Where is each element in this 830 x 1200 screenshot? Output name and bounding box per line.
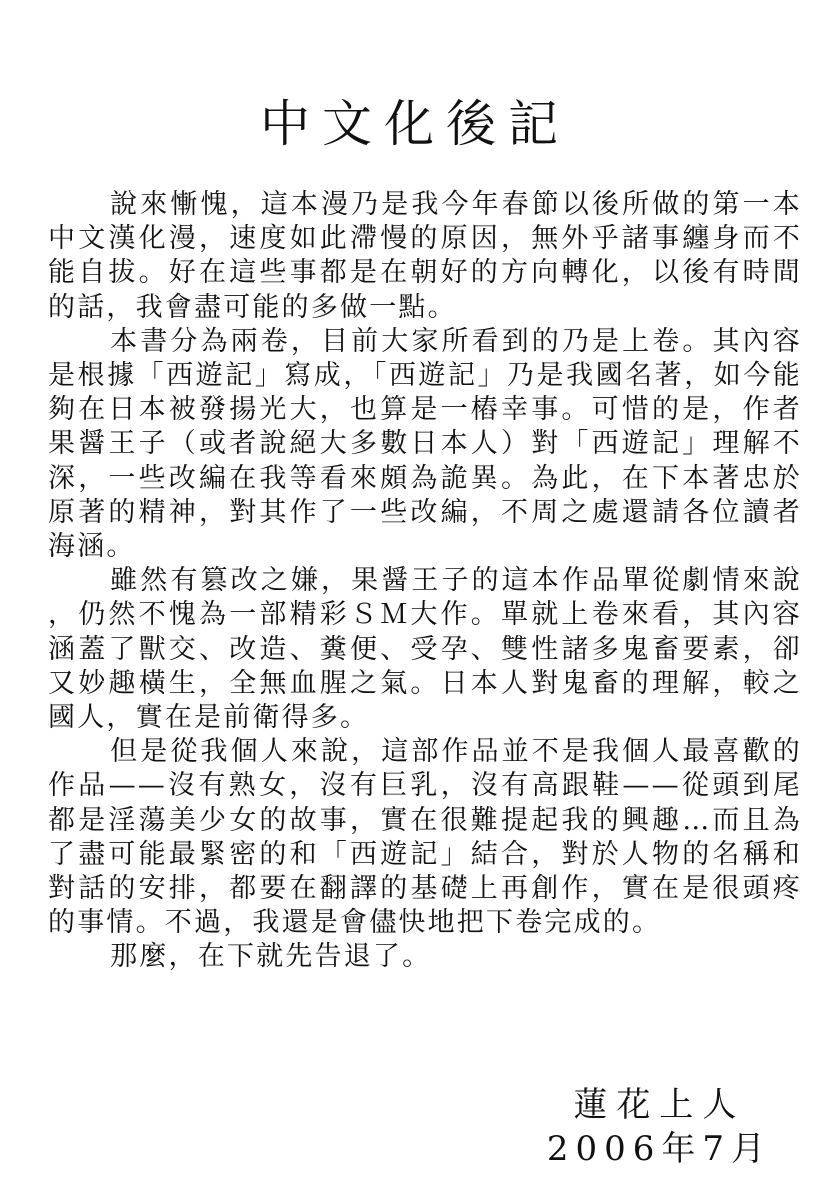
paragraph: 雖然有篡改之嫌，果醤王子的這本作品單從劇情來說，仍然不愧為一部精彩ＳＭ大作。單就上卷來看，其內容涵蓋了獸交、改造、糞便、受孕、雙性諸多鬼畜要素，卻又妙趣橫生，全無血腥之氣。日本人對鬼畜的理解，較之國人，實在是前衛得多。 <box>48 565 802 734</box>
signature-date: 2006年7月 <box>546 1129 772 1169</box>
page-title: 中文化後記 <box>260 94 570 153</box>
signature-name: 蓮花上人 <box>573 1085 746 1125</box>
paragraph: 那麼，在下就先告退了。 <box>110 941 432 973</box>
paragraph: 但是從我個人來說，這部作品並不是我個人最喜歡的作品——沒有熟女，沒有巨乳，沒有高跟鞋——從頭到尾都是淫蕩美少女的故事，實在很難提起我的興趣…而且為了盡可能最緊密的和「西遊記」結合，對於人物的名稱和對話的安排，都要在翻譯的基礎上再創作，實在是很頭疼的事情。不過，我還是會儘快地把下卷完成的。 <box>48 736 802 939</box>
paragraph: 說來慚愧，這本漫乃是我今年春節以後所做的第一本中文漢化漫，速度如此滯慢的原因，無外乎諸事纏身而不能自拔。好在這些事都是在朝好的方向轉化，以後有時間的話，我會盡可能的多做一點。 <box>48 189 802 323</box>
signature-block <box>547 1083 772 1171</box>
paragraph: 本書分為兩卷，目前大家所看到的乃是上卷。其內容是根據「西遊記」寫成，「西遊記」乃是我國名著，如今能夠在日本被發揚光大，也算是一樁幸事。可惜的是，作者果醤王子（或者說絕大多數日本人）對「西遊記」理解不深，一些改編在我等看來頗為詭異。為此，在下本著忠於原著的精神，對其作了一些改編，不周之處還請各位讀者海涵。 <box>48 325 802 563</box>
afterword-body <box>48 188 802 975</box>
